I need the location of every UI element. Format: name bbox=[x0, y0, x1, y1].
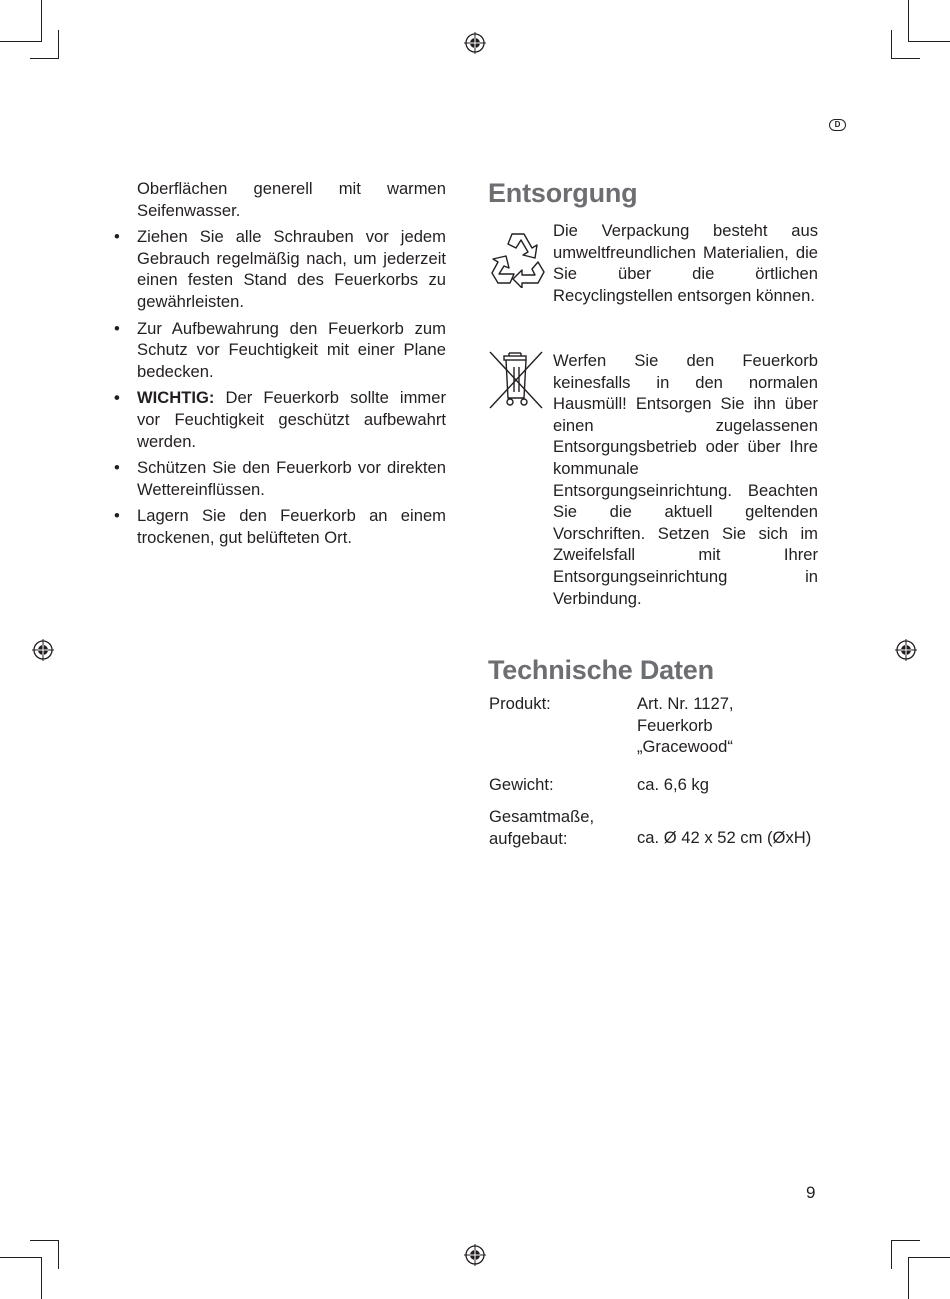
registration-mark-icon bbox=[32, 639, 54, 661]
crop-mark bbox=[891, 1240, 920, 1241]
bullet-icon: • bbox=[114, 506, 120, 526]
list-item-text: Schützen Sie den Feuerkorb vor direkten Wettereinflüssen. bbox=[137, 458, 446, 499]
crop-mark bbox=[908, 0, 909, 42]
spec-value-line: Art. Nr. 1127, bbox=[637, 694, 734, 713]
list-item-text: Zur Aufbewahrung den Feuerkorb zum Schutz vor Feuchtigkeit mit einer Plane bedecken. bbox=[137, 318, 446, 381]
list-item bbox=[112, 457, 446, 500]
important-label: WICHTIG: bbox=[137, 388, 215, 408]
crop-mark bbox=[41, 0, 42, 42]
spec-label-dimensions bbox=[489, 806, 629, 849]
crop-mark bbox=[58, 1240, 59, 1269]
registration-mark-icon bbox=[464, 1244, 486, 1266]
list-item bbox=[112, 226, 446, 312]
bullet-icon: • bbox=[114, 318, 120, 338]
crop-mark bbox=[0, 1257, 42, 1258]
intro-text: Oberflächen generell mit warmen Seifenwasser. bbox=[137, 179, 446, 220]
list-item-text: Lagern Sie den Feuerkorb an einem trockenen, gut belüfteten Ort. bbox=[137, 506, 446, 547]
recycling-icon bbox=[488, 228, 548, 288]
spec-value-dimensions: ca. Ø 42 x 52 cm (ØxH) bbox=[637, 828, 812, 847]
spec-label-product: Produkt: bbox=[489, 694, 551, 713]
crop-mark bbox=[908, 1257, 909, 1299]
spec-value-product bbox=[637, 693, 822, 758]
device-disposal-text: Werfen Sie den Feuerkorb keinesfalls in den normalen Hausmüll! Entsorgen Sie ihn über einen zugelassenen Entsorgungsbetrieb oder über Ihre kommunale Entsorgungseinrichtung. Beachten Sie die aktuell geltenden Vorschriften. Setzen Sie sich im Zweifelsfall mit Ihrer Entsorgungseinrichtung in Verbindung. bbox=[553, 351, 818, 608]
packaging-disposal-text: Die Verpackung besteht aus umweltfreundlichen Materialien, die Sie über die örtlichen Recyclingstellen entsorgen können. bbox=[553, 221, 818, 305]
spec-value-weight: ca. 6,6 kg bbox=[637, 775, 709, 794]
crop-mark bbox=[891, 30, 892, 59]
registration-mark-icon bbox=[464, 32, 486, 54]
spec-label-line: Gesamtmaße, bbox=[489, 807, 595, 826]
crop-mark bbox=[30, 1240, 59, 1241]
crop-mark bbox=[58, 30, 59, 59]
page-number: 9 bbox=[806, 1183, 816, 1202]
crossed-out-bin-icon bbox=[488, 350, 544, 412]
bullet-icon: • bbox=[114, 458, 120, 478]
crop-mark bbox=[891, 1240, 892, 1269]
disposal-heading: Entsorgung bbox=[488, 178, 638, 208]
crop-mark bbox=[908, 1257, 950, 1258]
crop-mark bbox=[908, 41, 950, 42]
spec-value-line: Feuerkorb bbox=[637, 715, 713, 735]
spec-value-line: „Gracewood“ bbox=[637, 737, 733, 757]
crop-mark bbox=[41, 1257, 42, 1299]
list-item-text: Ziehen Sie alle Schrauben vor jedem Gebrauch regelmäßig nach, um jederzeit einen festen Stand des Feuerkorbs zu gewährleisten. bbox=[137, 227, 446, 311]
list-item-text: Der Feuerkorb sollte immer vor Feuchtigkeit geschützt aufbewahrt werden. bbox=[137, 388, 446, 451]
crop-mark bbox=[891, 58, 920, 59]
care-instructions bbox=[112, 178, 446, 549]
technical-data-heading: Technische Daten bbox=[488, 655, 714, 685]
spec-label-weight: Gewicht: bbox=[489, 775, 554, 794]
crop-mark bbox=[30, 58, 59, 59]
list-item bbox=[112, 318, 446, 383]
spec-label-line: aufgebaut: bbox=[489, 828, 568, 848]
bullet-icon: • bbox=[114, 388, 120, 408]
language-badge: D bbox=[829, 119, 846, 131]
list-item-important bbox=[112, 387, 446, 452]
bullet-icon: • bbox=[114, 227, 120, 247]
list-item bbox=[112, 505, 446, 548]
crop-mark bbox=[0, 41, 42, 42]
registration-mark-icon bbox=[895, 639, 917, 661]
